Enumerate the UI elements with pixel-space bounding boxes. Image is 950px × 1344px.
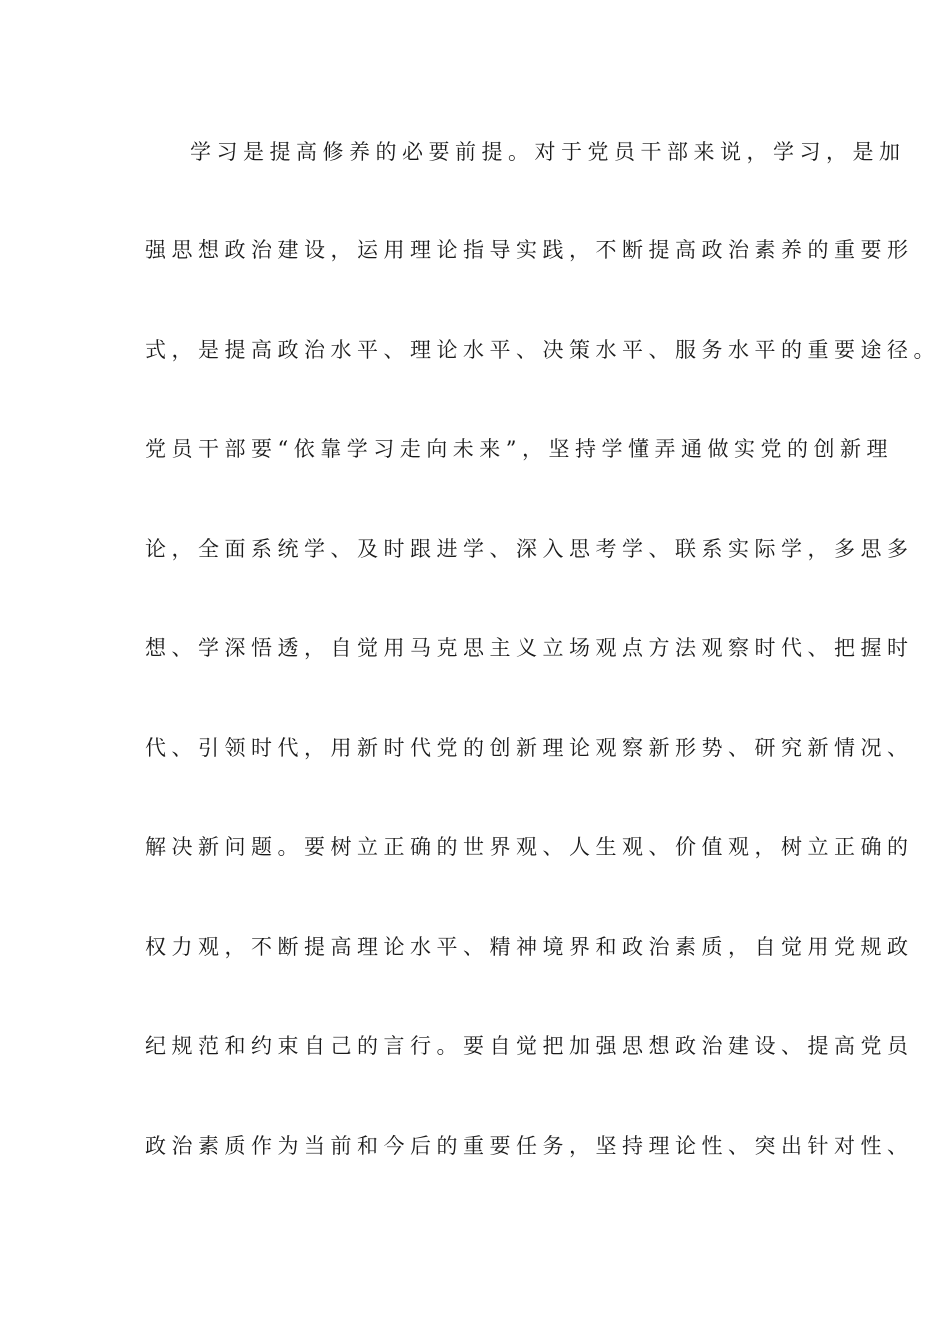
paragraph-line: 强思想政治建设，运用理论指导实践，不断提高政治素养的重要形 [145,238,914,262]
paragraph-line: 党员干部要“依靠学习走向未来”，坚持学懂弄通做实党的创新理 [145,437,893,461]
paragraph-line: 式，是提高政治水平、理论水平、决策水平、服务水平的重要途径。 [145,338,940,362]
paragraph-line: 想、学深悟透，自觉用马克思主义立场观点方法观察时代、把握时 [145,636,914,660]
paragraph-line: 权力观，不断提高理论水平、精神境界和政治素质，自觉用党规政 [145,935,914,959]
paragraph-line: 学习是提高修养的必要前提。对于党员干部来说，学习，是加 [190,140,906,164]
paragraph-line: 代、引领时代，用新时代党的创新理论观察新形势、研究新情况、 [145,736,914,760]
paragraph-line: 纪规范和约束自己的言行。要自觉把加强思想政治建设、提高党员 [145,1034,914,1058]
paragraph-line: 解决新问题。要树立正确的世界观、人生观、价值观，树立正确的 [145,835,914,859]
paragraph-line: 论，全面系统学、及时跟进学、深入思考学、联系实际学，多思多 [145,537,914,561]
paragraph-line: 政治素质作为当前和今后的重要任务，坚持理论性、突出针对性、 [145,1134,914,1158]
